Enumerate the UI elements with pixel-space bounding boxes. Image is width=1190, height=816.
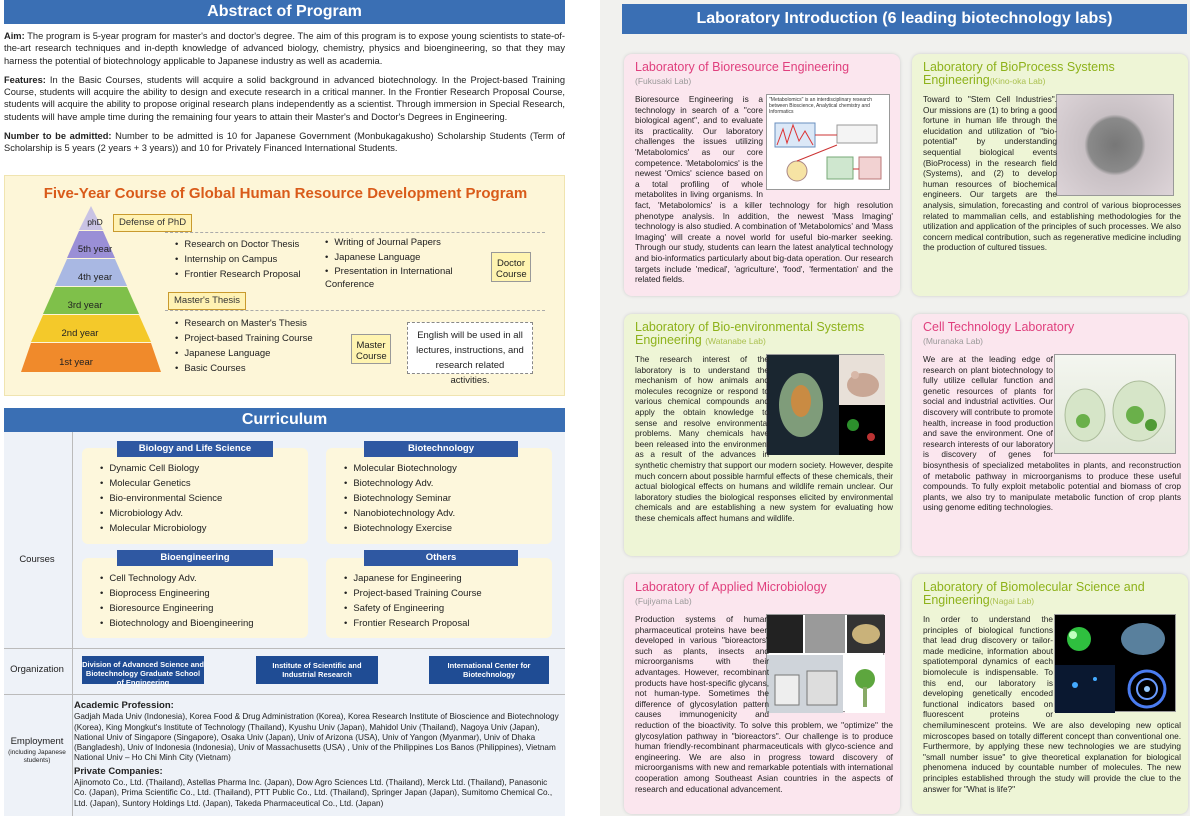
biotech-list — [344, 461, 457, 536]
lab-title — [635, 61, 893, 88]
lab-title — [923, 581, 1181, 608]
master-item: • Project-based Training Course — [175, 331, 313, 346]
curriculum-banner: Curriculum — [4, 408, 565, 432]
private-label: Private Companies: — [74, 765, 163, 777]
master-course-box: Master Course — [351, 334, 391, 364]
master-item: • Japanese Language — [175, 346, 313, 361]
course-item: • Molecular Genetics — [100, 476, 222, 491]
lab-card-cell-technology — [912, 314, 1188, 556]
level-4th-year: 4th year — [77, 272, 113, 283]
level-3rd-year: 3rd year — [67, 300, 103, 311]
level-5th-year: 5th year — [77, 244, 113, 255]
org-intl-center: International Center for Biotechnology — [429, 656, 549, 684]
lab-body: The research interest of the laboratory is to understand the mechanism of how animals and molecules recognize or respond to various chemical compounds and apply the obtain knowledge to sense and resolve environmental problems. Many chemicals have been released into the environment as a result of the advances in synthetic chemistry that support our modern society. However, despite much concern about possible harmful effects of these chemicals, their actual biological effects on humans and wildlife remain unclear. Our laboratory studies the biological responses elicited by environmental chemicals and are establishing a new system for evaluating how these chemicals affect humans and wildlife. — [635, 354, 893, 523]
lab-title-text: Laboratory of Applied Microbiology — [635, 580, 827, 594]
lab-sub: (Muranaka Lab) — [923, 336, 984, 346]
course-item: • Bioprocess Engineering — [100, 586, 254, 601]
course-item: • Cell Technology Adv. — [100, 571, 254, 586]
five-year-title: Five-Year Course of Global Human Resource Development Program — [43, 185, 528, 202]
course-item: • Biotechnology Exercise — [344, 521, 457, 536]
lab-title-text: Laboratory of BioProcess Systems Engineering — [923, 60, 1115, 87]
admit-paragraph — [4, 130, 565, 155]
course-item: • Frontier Research Proposal — [344, 616, 482, 631]
doctor-item: • Writing of Journal Papers — [325, 237, 475, 250]
org-division: Division of Advanced Science and Biotechnology Graduate School of Engineering — [82, 656, 204, 684]
lab-sub: (Kino-oka Lab) — [989, 76, 1046, 86]
course-item: • Biotechnology and Bioengineering — [100, 616, 254, 631]
lab-title-text: Laboratory of Bio-environmental Systems Engineering — [635, 320, 865, 347]
lab-body: We are at the leading edge of research on plant biotechnology to fully utilize cellular function and genetic resources of plants for social and industrial activities. Our discovery will contribute to promote health, increase in food production and save the environment. One of research interests of our laboratory is discovery of genes for biosynthesis of specialized metabolites in plants, and reconstruction of metabolic pathway in microorganisms to produce these useful compounds. To fully exploit metabolic potential and biomass of crop plants, we also try to manipulate metabolic function of crop plants using genome editing technologies. — [923, 354, 1181, 513]
labs-banner: Laboratory Introduction (6 leading biotechnology labs) — [622, 4, 1187, 34]
abstract-banner: Abstract of Program — [4, 0, 565, 24]
category-head-bioeng: Bioengineering — [117, 550, 273, 566]
masters-thesis-tag: Master's Thesis — [168, 292, 246, 310]
lab-body: Toward to "Stem Cell Industries". Our missions are (1) to bring a good fortune in human life through the elucidation and utilization of "bio-potential" by understanding sequential biological events (BioProcess) in the research field (Systems), and (2) to develop human resources of biochemical engineers. Our targets are the analysis, simulation, forecasting and control of various bioprocesses related to mammalian cells, and establishing methodologies for the utilization and application of the principles of such processes. We also concern medical contribution, such as regenerative medicine including the production of cultured tissues. — [923, 94, 1181, 253]
doctor-item: • Japanese Language — [325, 252, 475, 265]
course-item: • Bio-environmental Science — [100, 491, 222, 506]
doctor-item: • Research on Doctor Thesis — [175, 237, 301, 252]
lab-title-text: Cell Technology Laboratory — [923, 320, 1075, 334]
doctor-item: • Presentation in International Conference — [325, 266, 475, 291]
master-list — [175, 316, 313, 376]
lab-sub: (Fujiyama Lab) — [635, 596, 692, 606]
left-page — [0, 0, 588, 816]
course-item: • Bioresource Engineering — [100, 601, 254, 616]
employment-label: Employment — [10, 736, 64, 747]
level-2nd-year: 2nd year — [61, 328, 99, 339]
features-label: Features: — [4, 74, 46, 85]
lab-title — [923, 321, 1181, 348]
others-list — [344, 571, 482, 631]
category-head-others: Others — [364, 550, 518, 566]
lab-card-bioresource — [624, 54, 900, 296]
aim-paragraph — [4, 30, 565, 67]
lab-sub: (Nagai Lab) — [989, 596, 1035, 606]
employment-divider-top — [4, 694, 565, 695]
course-item: • Nanobiotechnology Adv. — [344, 506, 457, 521]
doctor-top-divider — [165, 232, 545, 233]
org-institute: Institute of Scientific and Industrial Research — [256, 656, 378, 684]
course-item: • Biotechnology Adv. — [344, 476, 457, 491]
courses-label: Courses — [19, 554, 55, 565]
academic-text: Gadjah Mada Univ (Indonesia), Korea Food & Drug Administration (Korea), Korea Research Institute of Bioscience and Biotechnology (Korea), King Mongkut's Institute of Technology (Thailand), Kyushu Univ (Japan), Mahidol Univ (Thailand), Nagoya Univ (Japan), National Univ of Singapore (Singapore), Osaka Univ (Japan), Univ of Arizona (USA), Univ of Yangon (Myanmar), Univ of Dhaka (Bangladesh), Univ of Indonesia (Indonesia), Univ of Massachusetts (USA) , Univ of the Philippines Los Banos (Philippines), Vietnam National Univ – Ho Chi Minh City (Vietnam) — [74, 712, 559, 763]
features-text: In the Basic Courses, students will acquire a solid background in advanced biotechnology. In the Project-based Training Course, students will acquire the ability to design and execute research in a critical manner. In the Frontier Research Proposal Course, students will acquire the ability to propose original research plans independently as a scientist. Through immersion in Special Research, students will have ample time during the remaining four years to attain their Master's and Doctor's Degrees in Engineering. — [4, 74, 565, 122]
doctor-list-b — [325, 237, 475, 291]
features-paragraph — [4, 74, 565, 123]
lab-title — [635, 321, 893, 348]
course-item: • Microbiology Adv. — [100, 506, 222, 521]
master-item: • Research on Master's Thesis — [175, 316, 313, 331]
doctor-item: • Frontier Research Proposal — [175, 267, 301, 282]
aim-label: Aim: — [4, 31, 25, 41]
course-item: • Safety of Engineering — [344, 601, 482, 616]
curriculum-panel — [4, 408, 565, 816]
lab-sub: (Fukusaki Lab) — [635, 76, 692, 86]
lab-card-applied-microbiology — [624, 574, 900, 814]
lab-title — [635, 581, 893, 608]
organization-divider-top — [4, 648, 565, 649]
defense-of-phd-tag: Defense of PhD — [113, 214, 192, 232]
category-head-bio-life: Biology and Life Science — [117, 441, 273, 457]
academic-label: Academic Profession: — [74, 700, 174, 711]
employment-info — [74, 701, 562, 812]
category-head-biotech: Biotechnology — [364, 441, 518, 457]
course-item: • Biotechnology Seminar — [344, 491, 457, 506]
course-item: • Dynamic Cell Biology — [100, 461, 222, 476]
aim-text: The program is 5-year program for master's and doctor's degree. The aim of this program is to expose young scientists to state-of-the-art research techniques and in-depth knowledge of advanced biology, chemistry, physics and bioengineering, so that they may harness the potential of biotechnology applicable to Japanese industry as well as academia. — [4, 31, 565, 66]
lab-sub: (Watanabe Lab) — [705, 336, 766, 346]
lab-card-bioenvironmental — [624, 314, 900, 556]
lab-title-text: Laboratory of Bioresource Engineering — [635, 60, 850, 74]
course-item: • Molecular Microbiology — [100, 521, 222, 536]
level-phd: phD — [87, 217, 103, 227]
figure-caption: "Metabolomics" is an interdisciplinary research between Bioscience, Analytical chemistry and Informatics — [769, 97, 873, 115]
lab-body: In order to understand the principles of biological functions that lead drug discovery or tailor-made medicine, information about spatiotemporal dynamics of each biomolecule is indispensable. To this end, our laboratory is developing genetically encoded functional indicators based on fluorescent proteins or chemiluminescent proteins. We are also developing new optical microscopes based on totally different concept than conventional one. Furthermore, by applying these new technologies we are studying "small number issue" to give theoretical explanation for biological phenomena induced by countable number of molecules. The new principles established through the study will provide the clue to the answer for "What is life?" — [923, 614, 1181, 794]
employment-sub: (including Japanese students) — [8, 749, 66, 764]
five-year-course-panel — [4, 175, 565, 396]
master-top-divider — [165, 310, 545, 311]
doctor-course-box: Doctor Course — [491, 252, 531, 282]
doctor-list-a — [175, 237, 301, 282]
lab-card-biomolecular — [912, 574, 1188, 814]
course-item: • Japanese for Engineering — [344, 571, 482, 586]
course-item: • Molecular Biotechnology — [344, 461, 457, 476]
course-item: • Project-based Training Course — [344, 586, 482, 601]
organization-label: Organization — [10, 664, 64, 675]
lab-body: Bioresource Engineering is a technology in search of a "core biological agent", and to evaluate its practicality. Our laboratory challenges the issues utilizing 'Metabolomics' as our core competence. 'Metabolomics' is the newest 'Omics' science based on a total profiling of whole metabolites in living organisms. In fact, 'Metabolomics' is a killer technology for high resolution phenotype analysis. In addition, the newest 'Mass Imaging' technology is also studied. A combination of 'Metabolomics' and 'Mass Imaging' will create a novel world for useful bio-marker seeking. Through our study, students can learn the latest analytical technology and bio-informatics particularly about big-data operation. Our research targets include 'medical', 'agriculture', 'food', 'fermentation' and the related fields. — [635, 94, 893, 285]
lab-body: Production systems of human pharmaceutical proteins have been developed in various "bioreactors" such as plants, insects and microorganisms with their advantages. However, recombinant products have host-specific glycans, not human-type. Sometimes the difference of glycosylation pattern causes immunogenicity and reduction of the bioactivity. To solve this problem, we "optimize" the glycosylation pathway in "bioreactors". Our challenge is to produce human friendly-recombinant pharmaceuticals with glyco-science and engineering. We are also in progress toward discovery of microorganisms with new and remarkable potentials with international cooperation among Southeast Asian countries in the aspects of research and educational advancement. — [635, 614, 893, 794]
level-1st-year: 1st year — [59, 357, 93, 368]
master-item: • Basic Courses — [175, 361, 313, 376]
doctor-item: • Internship on Campus — [175, 252, 301, 267]
lab-title — [923, 61, 1181, 88]
admit-label: Number to be admitted: — [4, 131, 112, 142]
right-page — [600, 0, 1190, 816]
curriculum-col-divider — [72, 432, 73, 816]
admit-text: Number to be admitted is 10 for Japanese Government (Monbukagakusho) Scholarship Students (Term of Scholarship is 5 years (2 years + 3 years)) and 10 for Privately Financed International Students. — [4, 131, 565, 154]
bio-life-list — [100, 461, 222, 536]
lab-title-text: Laboratory of Biomolecular Science and Engineering — [923, 580, 1145, 607]
lab-card-bioprocess — [912, 54, 1188, 296]
english-note: English will be used in all lectures, instructions, and research related activities. — [407, 322, 533, 374]
private-text: Ajinomoto Co., Ltd. (Thailand), Astellas Pharma Inc. (Japan), Dow Agro Sciences Ltd. (Thailand), Merck Ltd. (Thailand), Panasonic Co. (Japan), Prima Scientific Co., Ltd. (Thailand), PTT Public Co., Ltd. (Thailand), Springer Japan (Japan), Sumitomo Chemical Co., Ltd. (Japan), Suntory Holdings Ltd. (Japan), Takeda Pharmaceutical Co., Ltd. (Japan) — [74, 778, 553, 808]
abstract-text — [4, 30, 565, 162]
bioeng-list — [100, 571, 254, 631]
